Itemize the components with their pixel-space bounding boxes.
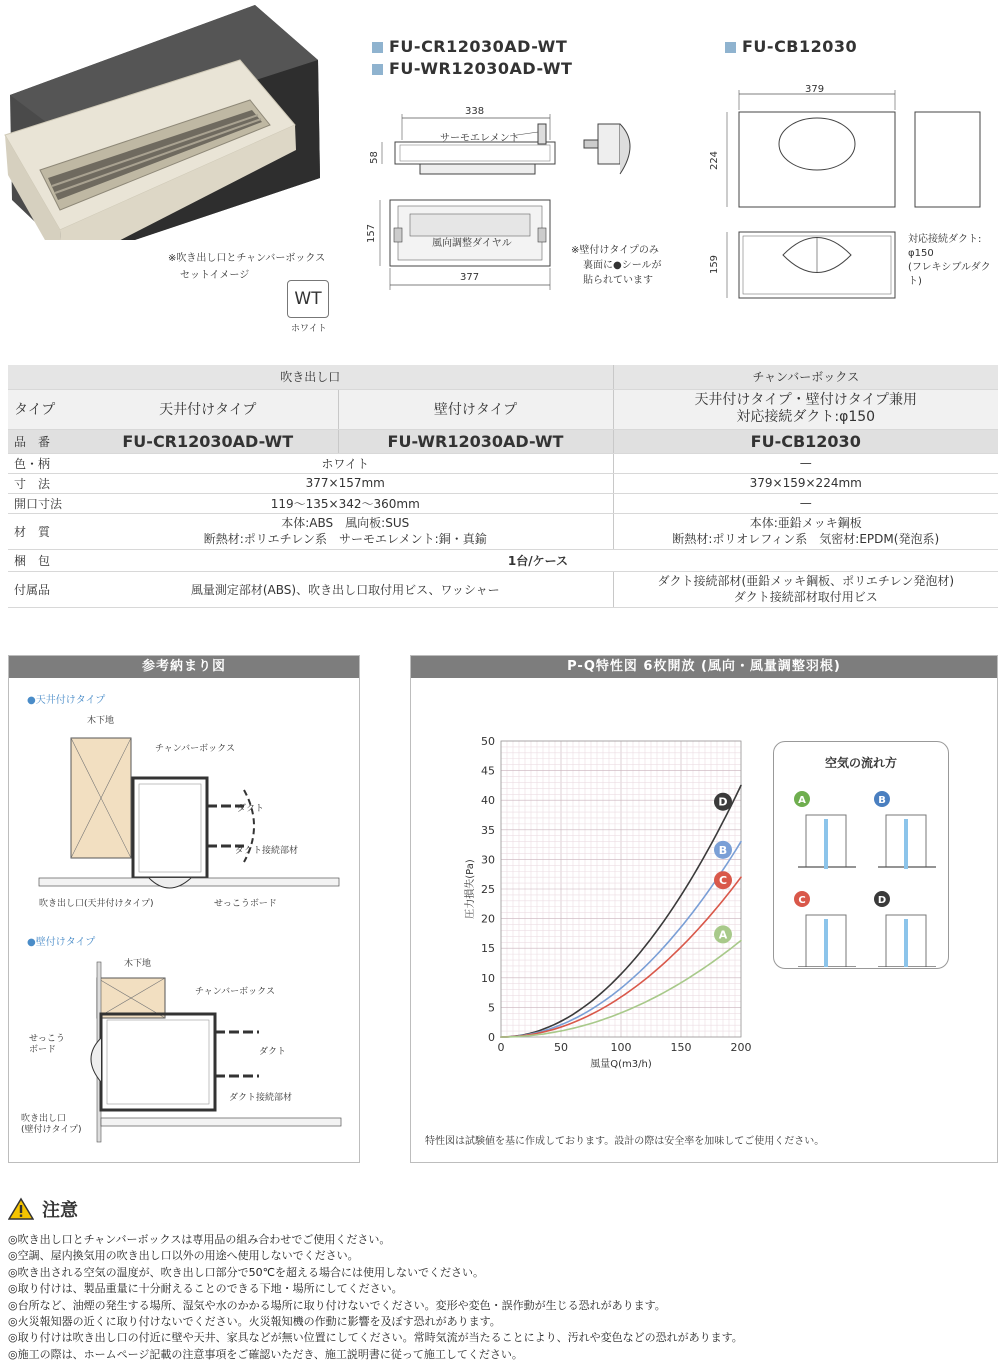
bullet-square-icon (372, 42, 383, 53)
y-tick-label: 35 (481, 823, 495, 837)
pn-cb: FU-CB12030 (613, 429, 998, 453)
bullet-square-icon (725, 42, 736, 53)
caution-item: ◎取り付けは吹き出し口の付近に壁や天井、家具などが無い位置にしてください。常時気流が当たることにより、汚れや変色などの恐れがあります。 (8, 1331, 743, 1345)
data-point-D (680, 895, 682, 897)
y-tick-label: 20 (481, 912, 495, 926)
caution-title: 注意 (42, 1200, 78, 1221)
data-point-A (620, 1012, 622, 1014)
data-point-A (740, 940, 742, 942)
model-cb-label: FU-CB12030 (742, 37, 858, 56)
duct-label-1: ダクト (237, 804, 265, 814)
caution-item: ◎空調、屋内換気用の吹き出し口以外の用途へ使用しないでください。 (8, 1249, 359, 1263)
duct-label-line2: φ150 (908, 248, 934, 259)
row-accessory-label: 付属品 (8, 571, 78, 607)
data-point-D (620, 973, 622, 975)
color-label: ホワイト (291, 324, 327, 334)
x-tick-label: 200 (730, 1041, 752, 1054)
opening-outlet: 119〜135×342〜360mm (78, 493, 613, 513)
row-pack-label: 梱 包 (8, 549, 78, 571)
pq-panel (410, 655, 998, 1163)
accessory-chamber-line1: ダクト接続部材(亜鉛メッキ鋼板、ポリエチレン発泡材) (657, 574, 955, 588)
spec-table (8, 365, 998, 608)
pq-panel-title: P-Q特性図 6枚開放 (風向・風量調整羽根) (411, 656, 997, 678)
board-wall-line1: せっこう (29, 1034, 65, 1044)
dim-379: 379 (805, 84, 825, 95)
chamber-label-1: チャンバーボックス (155, 744, 236, 754)
data-point-A (560, 1030, 562, 1032)
y-tick-label: 15 (481, 942, 495, 956)
y-axis-label: 圧力損失(Pa) (465, 859, 476, 919)
series-label-C: C (718, 874, 728, 888)
model-wr-label: FU-WR12030AD-WT (389, 59, 573, 78)
row-type-label: タイプ (8, 389, 78, 429)
material-chamber-line2: 断熱材:ポリオレフィン系 気密材:EPDM(発泡系) (672, 532, 940, 546)
airflow-label-C: C (798, 895, 806, 906)
x-tick-label: 100 (610, 1041, 632, 1054)
thermo-element-label: サーモエレメント (440, 133, 520, 144)
ceiling-type-label: ●天井付けタイプ (27, 695, 106, 706)
opening-chamber: — (613, 493, 998, 513)
data-point-B (620, 987, 622, 989)
data-point-A (500, 1036, 502, 1038)
data-point-B (560, 1024, 562, 1026)
pack-value: 1台/ケース (78, 549, 998, 571)
install-panel-title: 参考納まり図 (9, 656, 359, 678)
airflow-label-B: B (878, 795, 886, 806)
type-chamber-line2: 対応接続ダクト:φ150 (736, 409, 876, 425)
size-outlet: 377×157mm (78, 473, 613, 493)
row-material-label: 材 質 (8, 513, 78, 549)
y-tick-label: 45 (481, 764, 495, 778)
material-chamber (613, 513, 998, 549)
airflow-box (773, 741, 949, 969)
color-swatch (287, 280, 329, 318)
wall-note-line2: 裏面に●シールが (583, 260, 662, 271)
outlet-ceiling-label: 吹き出し口(天井付けタイプ) (39, 899, 154, 909)
y-tick-label: 25 (481, 883, 495, 896)
y-tick-label: 40 (481, 794, 495, 808)
series-label-B: B (718, 843, 728, 857)
caution-list (8, 1232, 743, 1360)
y-tick-label: 30 (481, 853, 495, 867)
data-point-D (560, 1020, 562, 1022)
accessory-chamber (613, 571, 998, 607)
series-label-D: D (718, 795, 728, 809)
caution-item: ◎施工の際は、ホームページ記載の注意事項をご確認いただき、施工説明書に従って施工してください。 (8, 1347, 523, 1360)
pq-note: 特性図は試験値を基に作成しております。設計の際は安全率を加味してご使用ください。 (425, 1136, 825, 1147)
pn-cr: FU-CR12030AD-WT (78, 429, 338, 453)
header-outlet: 吹き出し口 (8, 365, 613, 389)
wood-label-2: 木下地 (124, 959, 152, 969)
caution-item: ◎吹き出される空気の温度が、吹き出し口部分で50℃を超える場合には使用しないでください。 (8, 1265, 484, 1279)
wall-type-label: ●壁付けタイプ (27, 937, 96, 948)
accessory-chamber-line2: ダクト接続部材取付用ビス (733, 590, 878, 604)
row-color-label: 色・柄 (8, 453, 78, 473)
pn-wr: FU-WR12030AD-WT (338, 429, 613, 453)
caution-item: ◎台所など、油煙の発生する場所、湿気や水のかかる場所に取り付けないでください。変形や変色・誤作動が生じる恐れがあります。 (8, 1298, 666, 1312)
data-point-A (680, 982, 682, 984)
y-tick-label: 5 (488, 1001, 495, 1015)
photo-caption-line2: セットイメージ (180, 270, 250, 281)
install-panel (8, 655, 360, 1163)
duct-conn-label-1: ダクト接続部材 (235, 846, 299, 856)
dim-159: 159 (709, 254, 721, 275)
duct-label-line1: 対応接続ダクト: (908, 234, 982, 245)
model-header-cb (725, 37, 857, 56)
dim-377: 377 (460, 272, 480, 283)
duct-label-line3: (フレキシブルダクト) (908, 262, 991, 287)
wall-note-line3: 貼られています (583, 275, 653, 286)
material-outlet (78, 513, 613, 549)
series-label-A: A (718, 928, 728, 942)
row-opening-label: 開口寸法 (8, 493, 78, 513)
outlet-wall-line2: (壁付けタイプ) (21, 1125, 82, 1135)
duct-label-2: ダクト (259, 1047, 287, 1057)
type-chamber-line1: 天井付けタイプ・壁付けタイプ兼用 (694, 392, 918, 408)
caution-item: ◎取り付けは、製品重量に十分耐えることのできる下地・場所にしてください。 (8, 1282, 403, 1296)
bullet-square-icon (372, 64, 383, 75)
data-point-C (560, 1026, 562, 1028)
type-ceiling: 天井付けタイプ (78, 389, 338, 429)
data-point-B (740, 841, 742, 843)
caution-item: ◎吹き出し口とチャンバーボックスは専用品の組み合わせでご使用ください。 (8, 1233, 391, 1246)
caution-item: ◎火災報知器の近くに取り付けないでください。火災報知機の作動に影響を及ぼす恐れがあります。 (8, 1315, 501, 1329)
material-outlet-line2: 断熱材:ポリエチレン系 サーモエレメント:銅・真鍮 (203, 532, 487, 546)
row-pn-label: 品 番 (8, 429, 78, 453)
size-chamber: 379×159×224mm (613, 473, 998, 493)
dim-224: 224 (709, 150, 721, 171)
pq-chart (461, 731, 801, 1071)
color-code: WT (294, 289, 322, 309)
wood-label-1: 木下地 (87, 716, 115, 726)
data-point-C (620, 996, 622, 998)
photo-caption-line1: ※吹き出し口とチャンバーボックス (168, 253, 326, 264)
row-size-label: 寸 法 (8, 473, 78, 493)
accessory-outlet: 風量測定部材(ABS)、吹き出し口取付用ビス、ワッシャー (78, 571, 613, 607)
x-axis-label: 風量Q(m3/h) (590, 1059, 652, 1070)
model-header-wr (372, 59, 572, 78)
x-tick-label: 150 (670, 1041, 692, 1054)
warning-icon (8, 1197, 34, 1221)
airflow-label-A: A (798, 795, 806, 806)
airflow-label-D: D (877, 895, 887, 906)
color-chamber: — (613, 453, 998, 473)
model-cr-label: FU-CR12030AD-WT (389, 37, 568, 56)
y-tick-label: 10 (481, 971, 495, 985)
type-wall: 壁付けタイプ (338, 389, 613, 429)
data-point-B (680, 926, 682, 928)
x-tick-label: 50 (554, 1041, 568, 1054)
header-chamber: チャンバーボックス (613, 365, 998, 389)
dim-58: 58 (368, 151, 380, 164)
y-tick-label: 50 (481, 735, 495, 748)
material-chamber-line1: 本体:亜鉛メッキ鋼板 (749, 516, 862, 530)
data-point-D (740, 785, 742, 787)
outlet-wall-line1: 吹き出し口 (21, 1114, 67, 1124)
data-point-C (740, 876, 742, 878)
airflow-title: 空気の流れ方 (824, 756, 897, 770)
model-header-cr (372, 37, 567, 56)
caution-header (8, 1196, 78, 1222)
product-photo (0, 0, 330, 240)
duct-conn-label-2: ダクト接続部材 (229, 1093, 293, 1103)
chamber-label-2: チャンバーボックス (195, 987, 276, 997)
data-point-C (680, 946, 682, 948)
color-outlet: ホワイト (78, 453, 613, 473)
dial-label: 風向調整ダイヤル (432, 238, 512, 249)
material-outlet-line1: 本体:ABS 風向板:SUS (281, 516, 410, 530)
type-chamber (613, 389, 998, 429)
dim-338: 338 (465, 106, 485, 117)
dim-157: 157 (366, 223, 378, 244)
y-tick-label: 0 (488, 1031, 495, 1044)
board-label-1: せっこうボード (214, 899, 277, 909)
x-tick-label: 0 (497, 1041, 505, 1054)
board-wall-line2: ボード (29, 1045, 57, 1055)
wall-note-line1: ※壁付けタイプのみ (571, 245, 659, 256)
